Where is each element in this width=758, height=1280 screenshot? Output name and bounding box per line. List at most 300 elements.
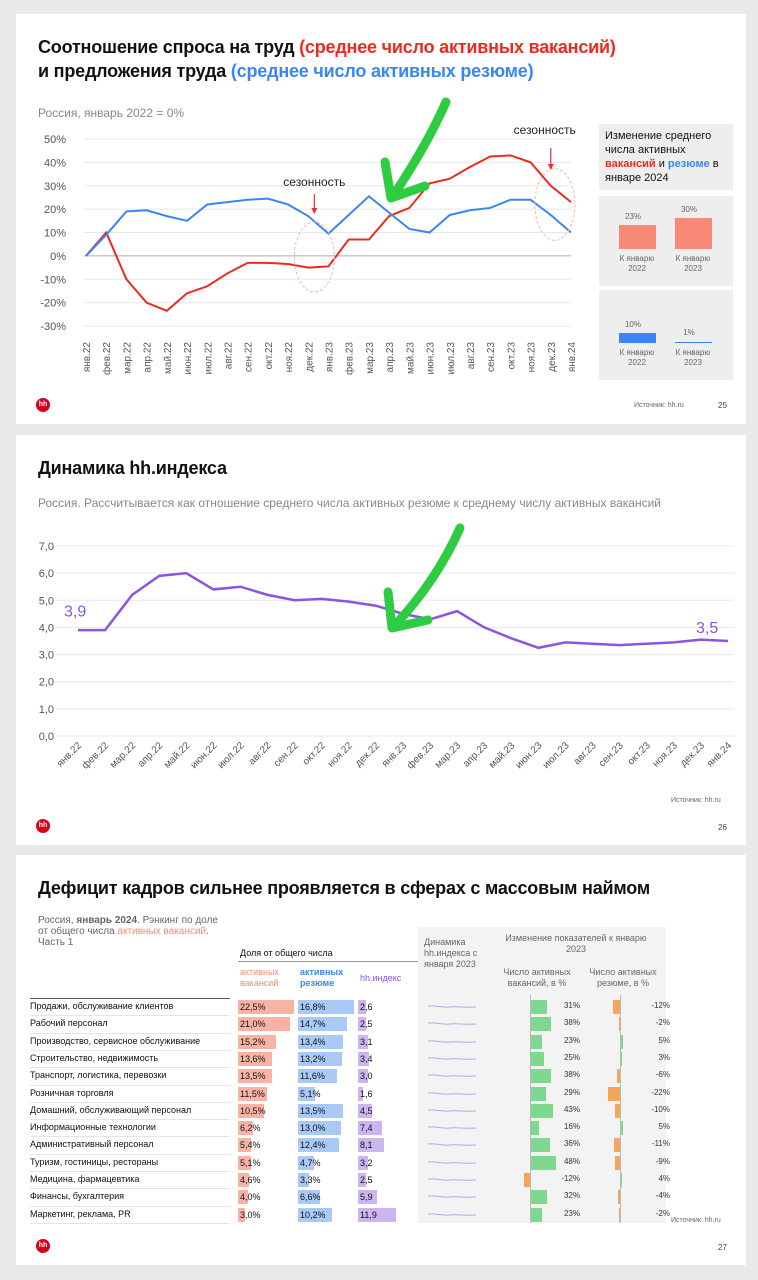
slide-supply-demand	[16, 14, 746, 424]
row-divider	[30, 1015, 230, 1016]
resume-share-bar	[298, 1000, 354, 1014]
hh-index-bar	[358, 1190, 377, 1204]
change-axis-line	[530, 995, 531, 1223]
x-tick-label: май.23	[405, 342, 417, 374]
x-tick-label: янв.23	[380, 740, 410, 770]
hh-index-sparkline	[428, 1106, 476, 1116]
y-tick-label: 4,0	[38, 622, 54, 635]
page-number: 26	[718, 823, 727, 832]
x-tick-label: фев.22	[80, 740, 112, 772]
x-tick-label: мар.23	[432, 740, 464, 771]
panel-head-blue: резюме	[667, 158, 710, 170]
hh-index-value: 1,6	[360, 1088, 373, 1099]
x-tick-label: дек.23	[678, 740, 708, 770]
row-name: Медицина, фармацевтика	[30, 1174, 140, 1184]
x-tick-label: июл.22	[215, 740, 247, 772]
sparkline-path	[428, 1092, 476, 1093]
hh-index-value: 2,5	[360, 1019, 373, 1030]
vacancy-share-bar	[238, 1173, 261, 1187]
hh-index-bar	[358, 1121, 382, 1135]
x-tick-label: мар.22	[122, 342, 134, 374]
col-change-header: Изменение показателей к январю 2023	[505, 933, 647, 954]
resume-share-bar	[298, 1208, 332, 1222]
col-change-res-header: Число активных резюме, в %	[589, 967, 657, 988]
x-tick-label: окт.23	[506, 342, 518, 370]
x-tick-label: сен.23	[486, 342, 498, 372]
sparkline-path	[428, 1110, 476, 1111]
x-tick-label: фев.23	[405, 740, 437, 772]
vacancy-share-value: 3,0%	[240, 1209, 261, 1220]
row-name: Транспорт, логистика, перевозки	[30, 1070, 167, 1081]
resumes-line	[86, 196, 571, 256]
seasonality-label: сезонность	[283, 175, 346, 189]
x-tick-label: июн.23	[513, 740, 545, 772]
sparkline-path	[428, 1161, 476, 1162]
vacancy-change-value: 23%	[563, 1035, 580, 1045]
vacancy-share-bar	[238, 1000, 294, 1014]
y-tick-label: 50%	[43, 134, 66, 146]
row-name: Маркетинг, реклама, PR	[30, 1208, 131, 1219]
sparkline-path	[428, 1023, 476, 1024]
x-tick-label: янв.23	[324, 342, 336, 373]
resume-share-value: 6,6%	[300, 1192, 321, 1203]
vacancy-share-value: 4,0%	[240, 1192, 261, 1203]
table-row	[30, 1172, 730, 1188]
x-tick-label: фев.23	[344, 342, 356, 376]
vacancy-change-value: 48%	[563, 1156, 580, 1166]
row-divider	[30, 998, 230, 999]
y-tick-label: -20%	[40, 297, 66, 310]
hh-logo: hh	[36, 819, 50, 833]
hh-index-sparkline	[428, 1089, 476, 1099]
hh-index-sparkline	[428, 1054, 476, 1064]
vacancy-change-bar	[530, 1069, 551, 1083]
vacancy-share-value: 5,4%	[240, 1140, 261, 1151]
resume-change-value: 5%	[658, 1122, 670, 1132]
x-tick-label: янв.24	[705, 740, 735, 770]
slide1-subtitle: Россия, январь 2022 = 0%	[38, 106, 185, 120]
sparkline-path	[428, 1127, 476, 1128]
x-tick-label: дек.23	[546, 342, 558, 372]
col-resumes-header: активных резюме	[300, 967, 344, 988]
slide2-subtitle: Россия. Рассчитывается как отношение среднего числа активных резюме к среднему числу активных вакансий	[38, 496, 661, 510]
x-tick-label: апр.23	[461, 740, 491, 770]
last-value-label: 3,5	[696, 619, 719, 637]
x-tick-label: окт.23	[625, 740, 653, 768]
title-text: Соотношение спроса на труд	[38, 37, 300, 57]
slide2-title: Динамика hh.индекса	[38, 458, 227, 478]
resume-share-value: 13,5%	[300, 1105, 326, 1116]
change-axis-line	[620, 995, 621, 1223]
vacancy-share-bar	[238, 1190, 261, 1204]
hh-index-sparkline	[428, 1037, 476, 1047]
y-tick-label: 3,0	[38, 649, 54, 662]
resume-change-value: -12%	[651, 1001, 670, 1010]
resume-share-value: 13,2%	[300, 1053, 326, 1064]
y-tick-label: 2,0	[38, 676, 54, 689]
x-tick-label: сен.22	[271, 740, 301, 770]
x-tick-label: янв.22	[55, 740, 85, 770]
x-tick-label: ноя.23	[650, 740, 680, 770]
table-row	[30, 1189, 730, 1205]
resume-share-bar	[298, 1173, 321, 1187]
resume-share-value: 5,1%	[300, 1088, 321, 1099]
vacancy-share-bar	[238, 1052, 272, 1066]
vacancy-change-bar	[530, 1017, 551, 1031]
row-name: Продажи, обслуживание клиентов	[30, 1001, 174, 1011]
resume-share-bar	[298, 1087, 321, 1101]
table-row	[30, 1034, 730, 1050]
resume-change-value: 3%	[658, 1052, 670, 1062]
hh-index-sparkline	[428, 1158, 476, 1168]
x-tick-label: авг.23	[571, 740, 599, 768]
x-tick-label: ноя.23	[526, 342, 538, 373]
x-tick-label: мар.22	[107, 740, 139, 771]
x-tick-label: фев.22	[102, 342, 114, 376]
vacancy-share-bar	[238, 1104, 264, 1118]
x-tick-label: дек.22	[353, 740, 383, 770]
sub-highlight: активных вакансий	[117, 926, 207, 937]
vacancy-share-bar	[238, 1017, 290, 1031]
hh-index-value: 8,1	[360, 1140, 373, 1151]
vacancy-share-value: 22,5%	[240, 1002, 266, 1012]
panel-res-value-2: 1%	[683, 328, 695, 337]
resume-change-value: 4%	[658, 1174, 670, 1183]
vacancy-change-value: -12%	[561, 1174, 580, 1183]
x-tick-label: июн.22	[188, 740, 220, 772]
share-header: Доля от общего числа	[240, 948, 333, 958]
x-tick-label: июл.23	[445, 342, 457, 375]
x-tick-label: янв.22	[82, 342, 93, 373]
row-divider	[30, 1119, 230, 1120]
source-label: Источник: hh.ru	[634, 402, 684, 409]
table-row	[30, 999, 730, 1015]
resume-share-value: 10,2%	[300, 1209, 326, 1220]
x-tick-label: окт.22	[300, 740, 328, 768]
vacancy-change-bar	[530, 1035, 542, 1049]
resume-change-value: -10%	[651, 1104, 670, 1114]
y-tick-label: 6,0	[38, 568, 54, 581]
table-row	[30, 1086, 730, 1102]
hh-index-sparkline	[428, 1210, 476, 1220]
resume-share-value: 16,8%	[300, 1002, 326, 1012]
x-tick-label: авг.22	[246, 740, 274, 768]
seasonality-ellipse	[535, 168, 575, 240]
sub-text: Часть 1	[38, 937, 74, 948]
vacancy-share-value: 10,5%	[240, 1105, 266, 1116]
row-divider	[30, 1171, 230, 1172]
row-name: Туризм, гостиницы, рестораны	[30, 1156, 159, 1167]
x-tick-label: май.22	[162, 342, 174, 374]
x-tick-label: май.22	[162, 740, 193, 771]
first-value-label: 3,9	[64, 603, 87, 621]
hh-logo: hh	[36, 398, 50, 412]
x-tick-label: мар.23	[364, 342, 376, 374]
x-tick-label: авг.22	[223, 342, 235, 370]
title-blue-text: (среднее число активных резюме)	[230, 61, 534, 81]
resume-share-bar	[298, 1017, 347, 1031]
resume-change-value: -4%	[655, 1191, 670, 1201]
table-row	[30, 1137, 730, 1153]
resume-change-value: 5%	[658, 1035, 670, 1045]
row-divider	[30, 1206, 230, 1207]
resume-share-value: 13,4%	[300, 1036, 326, 1047]
table-row	[30, 1051, 730, 1067]
panel-head-text: Изменение среднего числа активных	[605, 130, 712, 156]
sparkline-path	[428, 1006, 476, 1007]
col-dynamics-header: Динамика hh.индекса с января 2023	[424, 937, 478, 969]
panel-header	[599, 124, 733, 190]
sub-bold: январь 2024	[76, 915, 138, 926]
vacancy-share-value: 21,0%	[240, 1019, 266, 1030]
hh-index-value: 3,1	[360, 1036, 373, 1047]
hh-index-bar	[358, 1208, 396, 1222]
hh-index-value: 2,6	[360, 1002, 373, 1012]
vacancy-share-value: 5,1%	[240, 1157, 261, 1168]
y-tick-label: -30%	[40, 321, 66, 333]
y-tick-label: 40%	[43, 157, 66, 170]
hh-index-sparkline	[428, 1192, 476, 1202]
hh-index-bar	[358, 1156, 373, 1170]
x-tick-label: июн.23	[425, 342, 437, 375]
y-tick-label: 7,0	[38, 541, 54, 553]
hh-index-sparkline	[428, 1002, 476, 1012]
resume-share-value: 13,0%	[300, 1123, 326, 1134]
sub-text: от общего числа	[38, 926, 118, 937]
x-tick-label: янв.24	[567, 342, 578, 373]
resume-share-value: 14,7%	[300, 1019, 326, 1030]
row-divider	[30, 1050, 230, 1051]
col-index-header: hh.индекс	[360, 973, 402, 983]
resume-change-bar	[613, 1000, 620, 1014]
panel-resumes	[599, 290, 733, 380]
y-tick-label: 10%	[43, 227, 66, 240]
panel-res-label-1: К январю 2022	[619, 348, 655, 367]
slide1-title-line2	[38, 58, 533, 84]
panel-head-mid: и	[655, 158, 668, 170]
resume-share-value: 3,3%	[300, 1175, 321, 1185]
row-divider	[30, 1154, 230, 1155]
seasonality-label: сезонность	[513, 123, 576, 137]
vacancy-share-value: 13,5%	[240, 1071, 266, 1082]
vacancy-change-value: 16%	[563, 1122, 580, 1132]
slide1-title-line1	[38, 34, 616, 60]
resume-change-value: -2%	[655, 1018, 670, 1028]
hh-index-value: 11,9	[360, 1209, 377, 1220]
resume-share-bar	[298, 1104, 343, 1118]
row-name: Производство, сервисное обслуживание	[30, 1035, 201, 1046]
row-name: Финансы, бухгалтерия	[30, 1191, 125, 1202]
hh-index-bar	[358, 1104, 372, 1118]
y-tick-label: 30%	[43, 180, 66, 193]
panel-res-label-2: К январю 2023	[675, 348, 711, 367]
y-tick-label: 20%	[43, 204, 66, 217]
x-tick-label: июл.22	[203, 342, 215, 375]
title-text: и предложения труда	[38, 61, 231, 81]
vacancy-change-value: 31%	[563, 1001, 580, 1010]
panel-res-bar-1	[619, 333, 656, 343]
page-number: 27	[718, 1243, 727, 1252]
vacancy-share-value: 4,6%	[240, 1175, 261, 1185]
hh-index-bar	[358, 1173, 373, 1187]
slide3-title: Дефицит кадров сильнее проявляется в сферах с массовым наймом	[38, 878, 650, 898]
x-tick-label: авг.23	[465, 342, 477, 370]
resume-share-bar	[298, 1190, 320, 1204]
sub-text: .	[206, 926, 209, 937]
hh-index-bar	[358, 1052, 373, 1066]
x-tick-label: апр.23	[385, 342, 397, 373]
x-tick-label: июн.22	[183, 342, 195, 375]
x-tick-label: сен.23	[596, 740, 626, 770]
resume-change-bar	[608, 1087, 620, 1101]
sparkline-path	[428, 1075, 476, 1076]
panel-vac-value-2: 30%	[680, 205, 697, 214]
hh-index-sparkline	[428, 1071, 476, 1081]
col-change-vac-header: Число активных вакансий, в %	[503, 967, 571, 988]
panel-vac-label-2: К январю 2023	[675, 254, 711, 273]
vacancy-share-bar	[238, 1035, 276, 1049]
vacancy-share-value: 11,5%	[240, 1088, 265, 1099]
hh-index-value: 3,0	[360, 1071, 373, 1082]
vacancy-change-value: 32%	[563, 1191, 580, 1201]
sparkline-path	[428, 1213, 476, 1214]
hh-index-sparkline	[428, 1019, 476, 1029]
table-row	[30, 1068, 730, 1084]
x-tick-label: ноя.22	[325, 740, 355, 770]
vacancy-share-bar	[238, 1121, 261, 1135]
hh-index-bar	[358, 1138, 384, 1152]
table-row	[30, 1155, 730, 1171]
row-divider	[30, 1188, 230, 1189]
divider	[238, 961, 418, 962]
hh-index-line	[78, 573, 728, 648]
y-tick-label: -10%	[40, 274, 66, 287]
hh-index-bar	[358, 1087, 373, 1101]
resume-share-bar	[298, 1069, 337, 1083]
sparkline-path	[428, 1196, 476, 1197]
vacancy-change-bar	[530, 1000, 547, 1014]
resume-change-value: -11%	[651, 1139, 670, 1149]
vacancy-change-value: 38%	[563, 1018, 580, 1028]
hh-index-value: 3,4	[360, 1053, 373, 1064]
resume-share-bar	[298, 1052, 342, 1066]
resume-change-value: -6%	[655, 1070, 670, 1080]
vacancy-change-bar	[530, 1087, 546, 1101]
vacancy-share-value: 6,2%	[240, 1123, 261, 1134]
row-divider	[30, 1067, 230, 1068]
hh-index-bar	[358, 1035, 373, 1049]
panel-res-bar-2	[675, 342, 712, 343]
resume-share-value: 4,7%	[300, 1157, 321, 1168]
x-tick-label: июл.23	[540, 740, 572, 772]
table-row	[30, 1016, 730, 1032]
panel-head-red: вакансий	[605, 158, 656, 170]
resume-share-bar	[298, 1035, 343, 1049]
slide-hh-index	[16, 435, 746, 845]
panel-vacancies	[599, 196, 733, 286]
row-name: Рабочий персонал	[30, 1018, 108, 1029]
vacancy-change-value: 36%	[563, 1139, 580, 1149]
hh-index-chart	[16, 530, 746, 800]
vacancy-change-value: 43%	[563, 1104, 580, 1114]
vacancy-change-value: 38%	[563, 1070, 580, 1080]
vacancy-change-bar	[530, 1138, 550, 1152]
y-tick-label: 0,0	[38, 731, 54, 743]
table-row	[30, 1103, 730, 1119]
vacancy-change-bar	[530, 1208, 542, 1222]
x-tick-label: май.23	[487, 740, 518, 771]
vacancy-share-bar	[238, 1087, 267, 1101]
panel-head-end: в январе 2024	[605, 158, 719, 184]
vacancy-change-bar	[530, 1052, 544, 1066]
y-tick-label: 1,0	[38, 703, 54, 716]
sparkline-path	[428, 1058, 476, 1059]
resume-change-value: -2%	[655, 1208, 670, 1218]
panel-res-value-1: 10%	[624, 320, 641, 329]
title-red-text: (среднее число активных вакансий)	[299, 37, 616, 57]
hh-logo: hh	[36, 1239, 50, 1253]
col-vacancies-header: активных вакансий	[240, 967, 279, 988]
vacancy-share-value: 15,2%	[240, 1036, 266, 1047]
row-name: Строительство, недвижимость	[30, 1052, 159, 1063]
hh-index-value: 7,4	[360, 1123, 373, 1134]
vacancy-change-bar	[530, 1121, 539, 1135]
hh-index-bar	[358, 1069, 373, 1083]
y-tick-label: 0%	[50, 250, 66, 263]
row-divider	[30, 1102, 230, 1103]
vacancy-share-bar	[238, 1156, 261, 1170]
supply-demand-chart	[16, 114, 596, 394]
resume-share-bar	[298, 1138, 339, 1152]
hh-index-value: 4,5	[360, 1105, 373, 1116]
sparkline-path	[428, 1040, 476, 1041]
vacancy-change-value: 29%	[563, 1087, 580, 1097]
resume-share-value: 12,4%	[300, 1140, 326, 1151]
resume-share-value: 11,6%	[300, 1071, 325, 1082]
vacancy-change-bar	[530, 1190, 547, 1204]
hh-index-sparkline	[428, 1123, 476, 1133]
resume-change-value: -9%	[655, 1156, 670, 1166]
x-tick-label: апр.22	[136, 740, 166, 770]
resume-share-bar	[298, 1121, 341, 1135]
slide3-subtitle	[38, 915, 258, 948]
row-divider	[30, 1033, 230, 1034]
row-name: Административный персонал	[30, 1139, 154, 1150]
seasonality-arrow-head	[311, 208, 317, 214]
panel-vac-bar-1	[619, 225, 656, 249]
vacancy-share-value: 13,6%	[240, 1053, 266, 1064]
slide-deficit	[16, 855, 746, 1265]
vacancy-share-bar	[238, 1138, 261, 1152]
row-divider	[30, 1223, 230, 1224]
row-divider	[30, 1136, 230, 1137]
row-name: Домашний, обслуживающий персонал	[30, 1104, 192, 1115]
source-label: Источник: hh.ru	[671, 1217, 721, 1224]
sub-text: Россия,	[38, 915, 77, 926]
hh-index-bar	[358, 1017, 373, 1031]
x-tick-label: ноя.22	[284, 342, 296, 373]
panel-vac-label-1: К январю 2022	[619, 254, 655, 273]
hh-index-value: 2,5	[360, 1175, 373, 1185]
vacancy-share-bar	[238, 1069, 272, 1083]
sparkline-path	[428, 1179, 476, 1180]
resume-share-bar	[298, 1156, 321, 1170]
hh-index-bar	[358, 1000, 373, 1014]
vacancy-share-bar	[238, 1208, 261, 1222]
hh-index-value: 5,9	[360, 1192, 373, 1203]
panel-vac-value-1: 23%	[624, 212, 641, 221]
vacancy-change-value: 25%	[563, 1052, 580, 1062]
